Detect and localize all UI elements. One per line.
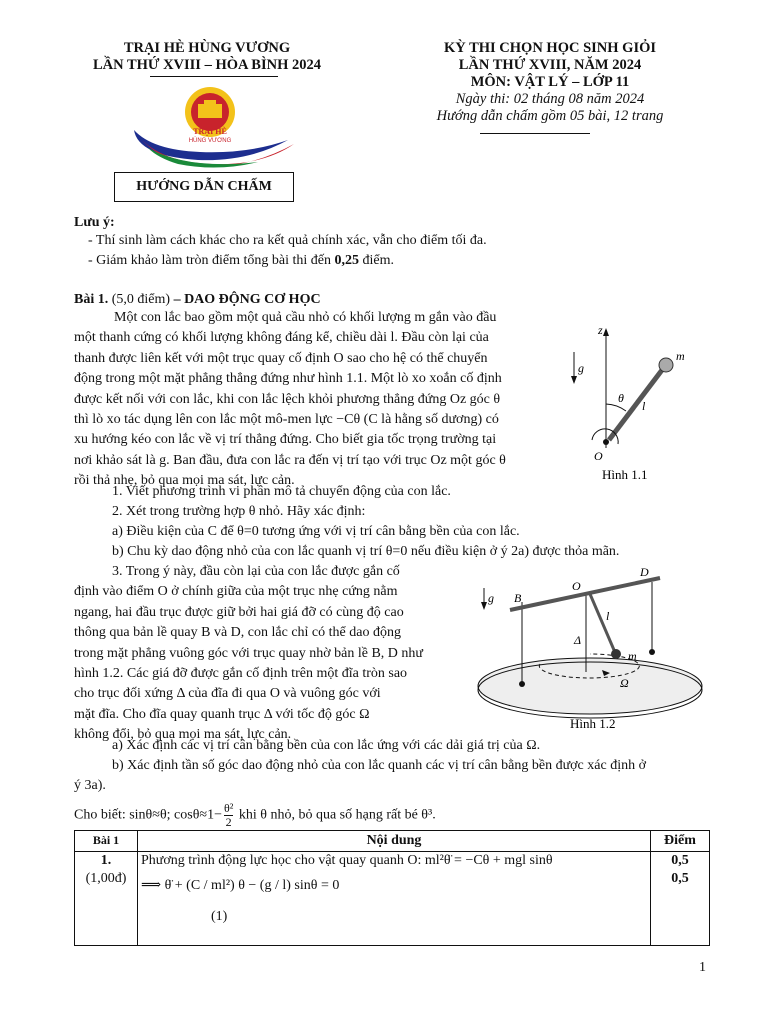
question-3b-line1: b) Xác định tần số góc dao động nhỏ của con lắc quanh các vị trí cân bằng bền được xác định ở xyxy=(112,758,646,773)
header-right-line1: KỲ THI CHỌN HỌC SINH GIỎI xyxy=(443,40,657,56)
camp-logo xyxy=(128,84,298,168)
table-row1-points-1: 0,5 xyxy=(671,853,689,868)
header-right-line2: LẦN THỨ XVIII, NĂM 2024 xyxy=(458,57,642,73)
pendulum-rod xyxy=(590,594,614,650)
p1-line: động trong một mặt phẳng thẳng đứng như hình 1.1. Một lò xo xoắn cố định xyxy=(74,371,502,387)
p1-line: được kết nối với con lắc, khi con lắc lệch khỏi phương thẳng đứng Oz góc θ xyxy=(74,391,501,407)
note-line-2 xyxy=(88,253,394,269)
scoring-table xyxy=(74,830,710,946)
guide-box: HƯỚNG DẪN CHẤM xyxy=(114,172,294,202)
p3-line: ngang, hai đầu trục được giữ bởi hai giá đỡ có cùng độ cao xyxy=(74,604,404,620)
p1-line: Một con lắc bao gồm một quả cầu nhỏ có khối lượng m gắn vào đầu xyxy=(114,310,497,325)
table-row1-sub: (1,00đ) xyxy=(85,871,127,886)
note-line-2-post: điểm. xyxy=(359,253,395,268)
table-row1-line1: Phương trình động lực học cho vật quay quanh O: ml²θ̈ = −Cθ + mgl sinθ xyxy=(141,853,553,868)
p1-line: xu hướng kéo con lắc về vị trí thẳng đứng. Cho biết gia tốc trọng trường tại xyxy=(74,432,497,448)
ball xyxy=(659,358,673,372)
given-pre: Cho biết: sinθ≈θ; cosθ≈1− xyxy=(74,807,222,823)
p1-line: rồi thả nhẹ, bỏ qua mọi ma sát, lực cản. xyxy=(74,473,295,489)
header-right-underline xyxy=(480,133,590,134)
table-row1-label: 1. xyxy=(100,853,112,868)
p1-line: nơi khảo sát là g. Ban đầu, đưa con lắc ra đến vị trí tạo với trục Oz một góc θ xyxy=(74,452,506,468)
horizontal-axle xyxy=(510,578,660,610)
m-label: m xyxy=(676,349,685,363)
bai1-paragraph-1 xyxy=(74,308,552,492)
pendulum-ball xyxy=(611,649,621,659)
note-line-1: - Thí sinh làm cách khác cho ra kết quả chính xác, vẫn cho điểm tối đa. xyxy=(88,233,487,248)
fig1-caption: Hình 1.1 xyxy=(602,467,648,482)
O-label-2: O xyxy=(572,579,581,593)
table-header-divider xyxy=(75,851,709,852)
table-col-label xyxy=(75,831,138,945)
p3-line: thông qua bản lề quay B và D, con lắc chỉ có thể dao động xyxy=(74,625,401,641)
header-right-line5: Hướng dẫn chấm gồm 05 bài, 12 trang xyxy=(436,108,664,124)
given-frac-num: θ² xyxy=(224,801,234,815)
theta-label: θ xyxy=(618,391,624,405)
page-number: 1 xyxy=(699,960,706,975)
g-label-2: g xyxy=(488,591,494,605)
omega-label: Ω xyxy=(620,676,629,690)
l-label-2: l xyxy=(606,609,610,623)
header-left-line1: TRẠI HÈ HÙNG VƯƠNG xyxy=(123,40,291,56)
p1-line: một thanh cứng có khối lượng không đáng kể, chiều dài l. Đầu còn lại của xyxy=(74,330,489,346)
g-arrow-2-head xyxy=(481,602,487,610)
bai1-points: (5,0 điểm) xyxy=(108,292,171,307)
table-header-col2: Nội dung xyxy=(366,833,422,848)
logo-line2: HÙNG VƯƠNG xyxy=(188,138,232,144)
pivot xyxy=(603,439,609,445)
D-label: D xyxy=(640,565,649,579)
l-label: l xyxy=(642,399,646,413)
bai1-paragraph-3 xyxy=(74,562,462,746)
logo-line1: TRẠI HÈ xyxy=(193,127,227,136)
question-3b-line2: ý 3a). xyxy=(74,778,106,793)
delta-label: Δ xyxy=(574,633,582,647)
p3-line: không đổi, bỏ qua mọi ma sát, lực cản. xyxy=(74,727,292,743)
bai1-label: Bài 1. xyxy=(74,292,109,307)
given-frac-den: 2 xyxy=(225,815,232,829)
O-label: O xyxy=(594,449,603,463)
given-line xyxy=(74,802,436,829)
g-arrow-head xyxy=(571,376,577,384)
question-2a: a) Điều kiện của C để θ=0 tương ứng với vị trí cân bằng bền của con lắc. xyxy=(112,524,520,539)
header-left xyxy=(62,40,352,74)
given-post: khi θ nhỏ, bỏ qua số hạng rất bé θ³. xyxy=(235,807,436,823)
question-2: 2. Xét trong trường hợp θ nhỏ. Hãy xác định: xyxy=(112,504,366,519)
theta-arc xyxy=(606,404,626,411)
disk xyxy=(478,658,702,714)
p3-line: 3. Trong ý này, đầu còn lại của con lắc được gắn cố xyxy=(112,564,400,579)
note-line-2-bold: 0,25 xyxy=(334,253,360,268)
note-title: Lưu ý: xyxy=(74,215,115,230)
m-label-2: m xyxy=(628,649,637,663)
note-line-2-pre: - Giám khảo làm tròn điểm tổng bài thi đến xyxy=(88,253,335,268)
p1-line: thì lò xo tác dụng lên con lắc một mô-men lực −Cθ (C là hằng số dương) có xyxy=(74,412,499,428)
question-1: 1. Viết phương trình vi phân mô tả chuyển động của con lắc. xyxy=(112,484,451,499)
rod xyxy=(609,370,662,440)
z-axis-arrow xyxy=(603,328,609,336)
given-fraction xyxy=(224,802,233,829)
figure-1-1 xyxy=(560,318,710,488)
table-row1-eq-number: (1) xyxy=(211,909,228,924)
question-3a: a) Xác định các vị trí cân bằng bền của con lắc ứng với các dải giá trị của Ω. xyxy=(112,738,541,753)
p3-line: định vào điểm O ở chính giữa của một trục nhẹ cứng nằm xyxy=(74,584,398,600)
fig2-caption: Hình 1.2 xyxy=(570,716,616,731)
table-row1-line2: ⟹ θ̈ + (C / ml²) θ − (g / l) sinθ = 0 xyxy=(141,878,340,893)
p3-line: cho trục đối xứng Δ của đĩa đi qua O và vuông góc với xyxy=(74,686,381,702)
header-right-line3: MÔN: VẬT LÝ – LỚP 11 xyxy=(470,74,630,90)
support-left-foot xyxy=(519,681,525,687)
header-left-line2: LẦN THỨ XVIII – HÒA BÌNH 2024 xyxy=(92,57,321,73)
z-label: z xyxy=(598,323,603,337)
support-right-foot xyxy=(649,649,655,655)
header-right-line4: Ngày thi: 02 tháng 08 năm 2024 xyxy=(455,91,645,107)
p3-line: mặt đĩa. Cho đĩa quay quanh trục Δ với tốc độ góc Ω xyxy=(74,706,370,722)
question-2b: b) Chu kỳ dao động nhỏ của con lắc quanh vị trí θ=0 nếu điều kiện ở ý 2a) được thỏa mãn. xyxy=(112,544,620,559)
figure-1-2 xyxy=(470,562,708,734)
header-right xyxy=(390,40,710,125)
g-label: g xyxy=(578,361,584,375)
header-left-underline xyxy=(150,76,278,77)
bai1-title: – DAO ĐỘNG CƠ HỌC xyxy=(170,292,321,307)
p1-line: thanh được liên kết với một trục quay cố định O sao cho hệ có thể chuyển xyxy=(74,350,488,366)
table-header-col3: Điểm xyxy=(664,833,696,848)
B-label: B xyxy=(514,591,522,605)
table-row1-points-2: 0,5 xyxy=(671,871,689,886)
p3-line: trong mặt phẳng vuông góc với trục quay nhờ bản lề B, D như xyxy=(74,645,424,661)
p3-line: hình 1.2. Các giá đỡ được gắn cố định trên một đĩa tròn sao xyxy=(74,666,408,682)
table-header-col1: Bài 1 xyxy=(92,833,120,847)
